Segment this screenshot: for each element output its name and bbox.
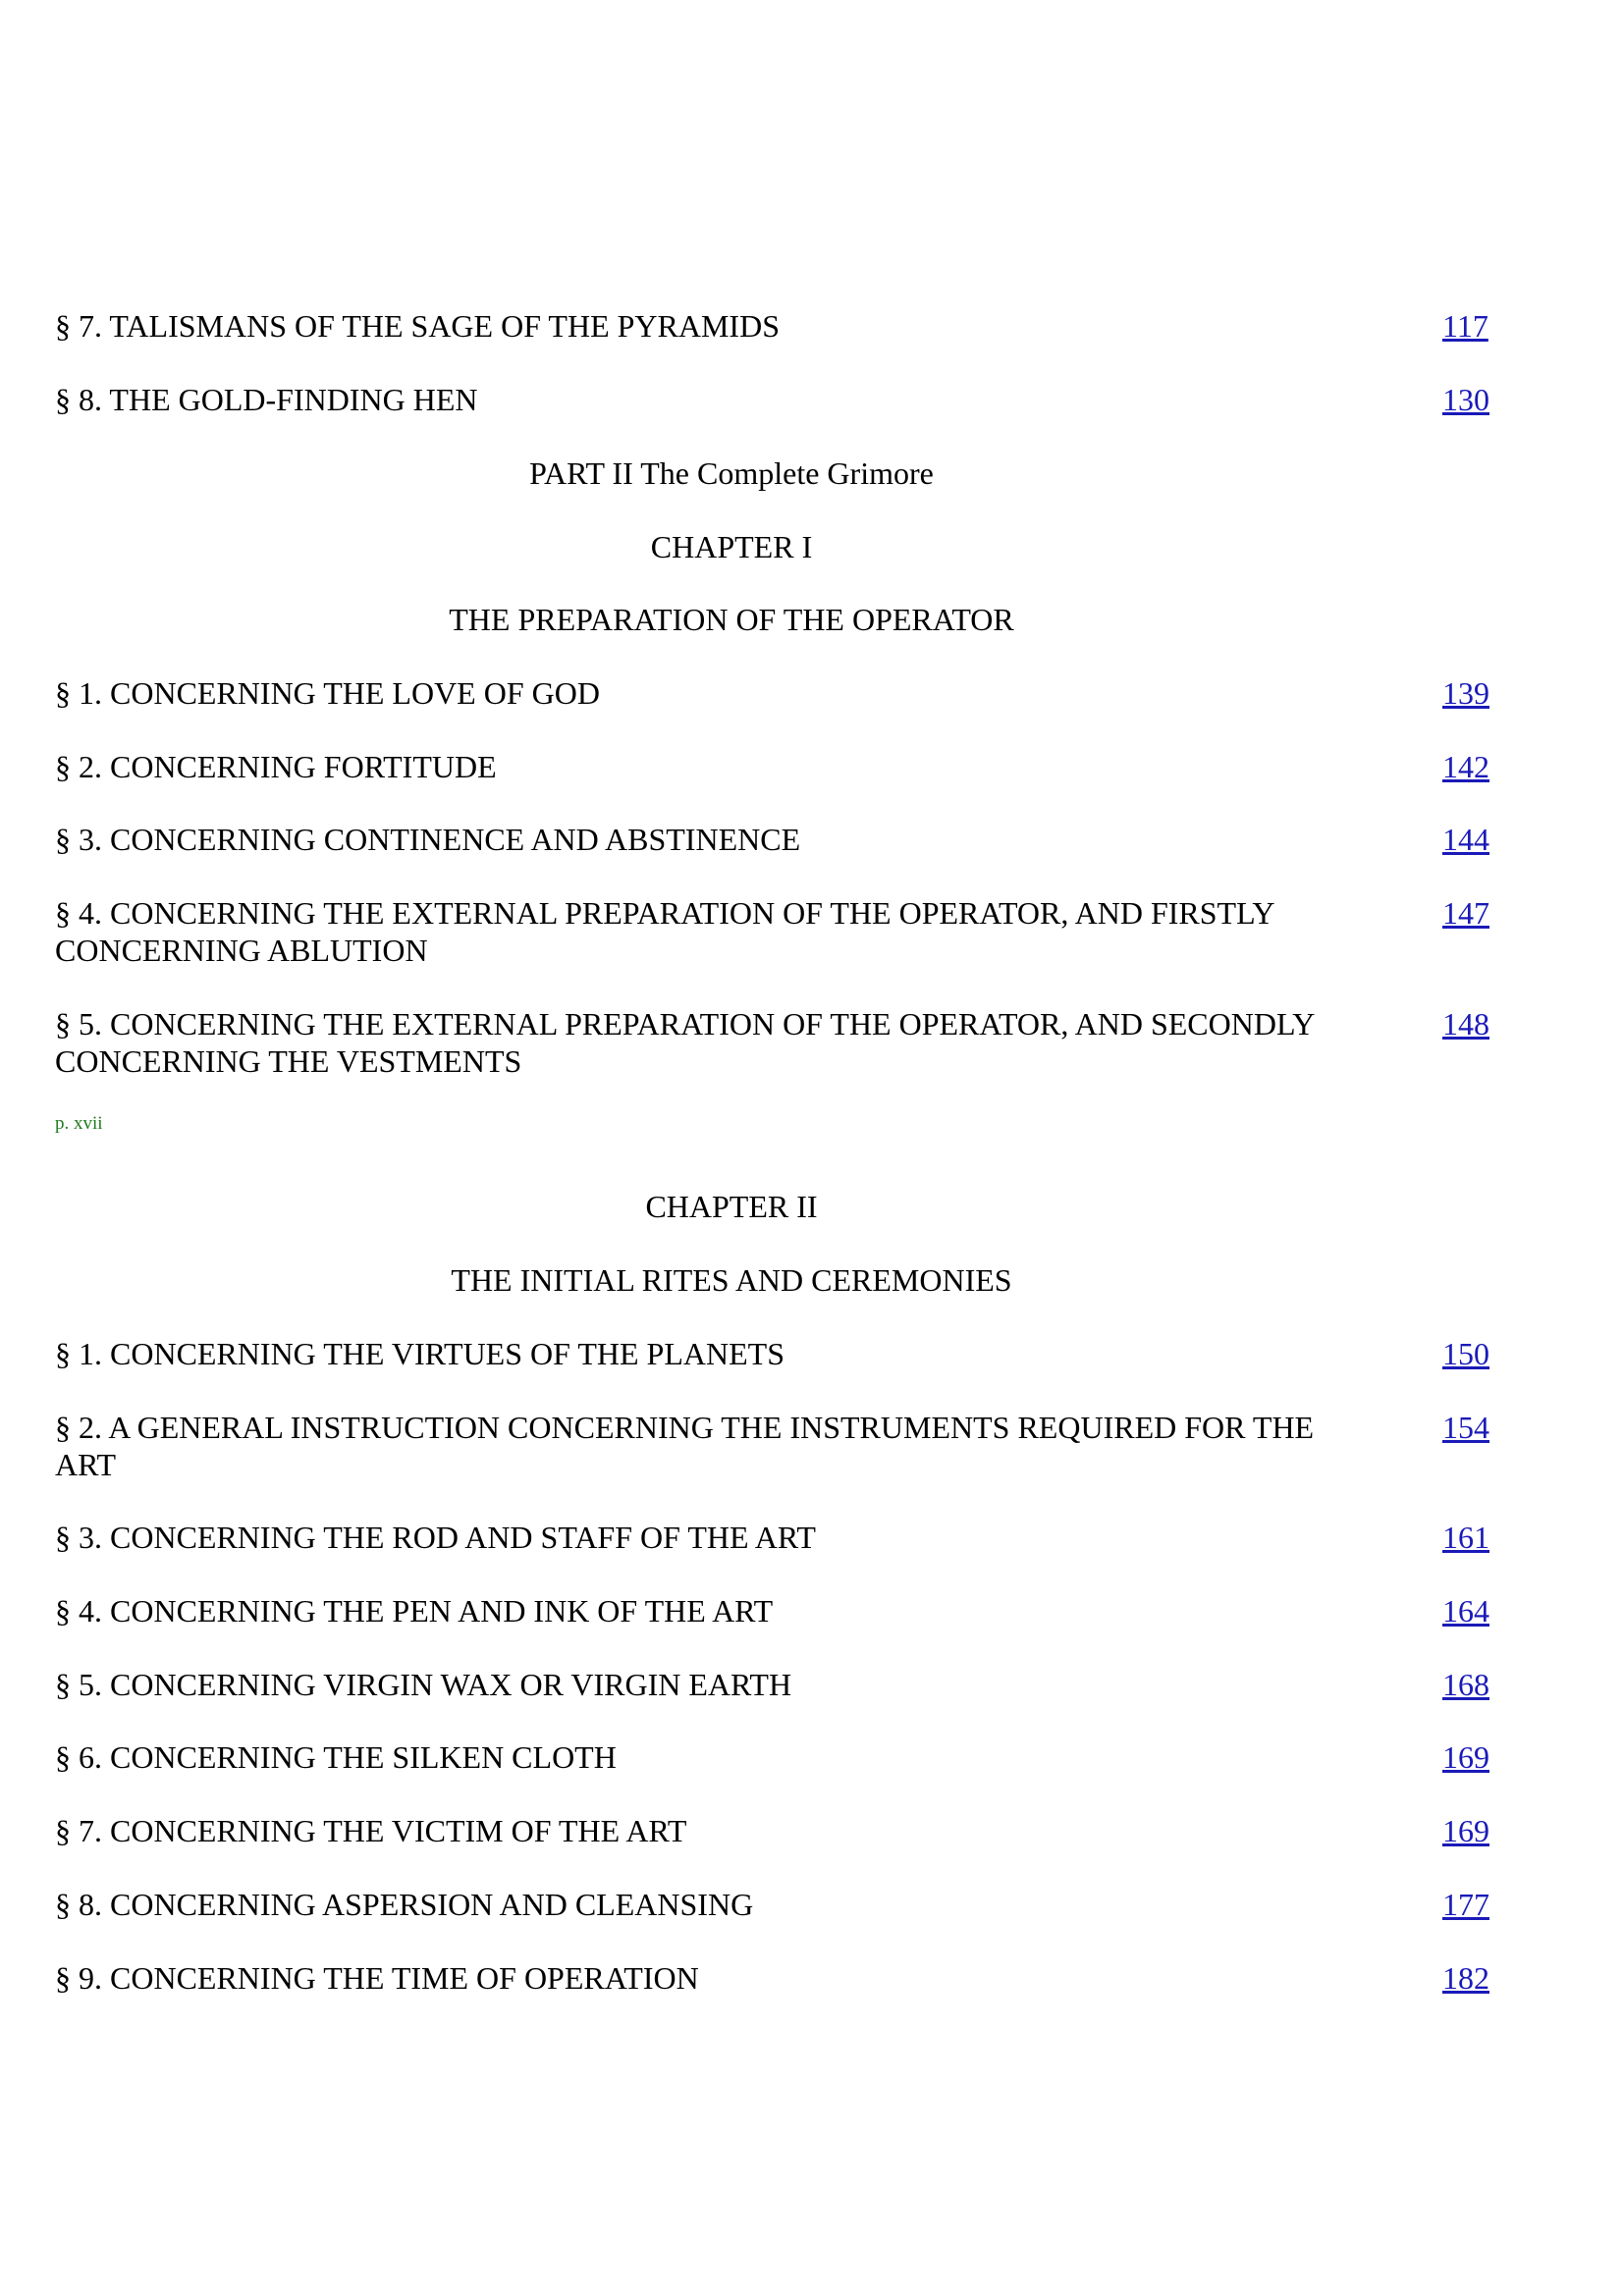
toc-entry-title: § 3. CONCERNING THE ROD AND STAFF OF THE ART — [55, 1520, 816, 1555]
toc-page-link[interactable]: 168 — [1442, 1667, 1489, 1702]
chapter-heading: CHAPTER I — [650, 529, 813, 564]
toc-page-link[interactable]: 177 — [1442, 1887, 1489, 1922]
toc-entry-title: § 7. CONCERNING THE VICTIM OF THE ART — [55, 1813, 687, 1848]
toc-entry-title: § 4. CONCERNING THE PEN AND INK OF THE ART — [55, 1593, 774, 1629]
toc-page-link[interactable]: 169 — [1442, 1739, 1489, 1775]
toc-page-link[interactable]: 144 — [1442, 822, 1489, 857]
toc-page-link[interactable]: 169 — [1442, 1813, 1489, 1848]
toc-entry-title: § 2. A GENERAL INSTRUCTION CONCERNING THE INSTRUMENTS REQUIRED FOR THE ART — [55, 1410, 1315, 1482]
toc-page-link[interactable]: 142 — [1442, 749, 1489, 784]
chapter-subtitle: THE INITIAL RITES AND CEREMONIES — [451, 1262, 1012, 1298]
toc-page-link[interactable]: 161 — [1442, 1520, 1489, 1555]
part-heading: PART II The Complete Grimore — [529, 455, 934, 491]
chapter-heading: CHAPTER II — [645, 1189, 818, 1224]
toc-page-link[interactable]: 148 — [1442, 1006, 1489, 1041]
toc-page-link[interactable]: 117 — [1442, 308, 1488, 344]
toc-entry-title: § 1. CONCERNING THE VIRTUES OF THE PLANETS — [55, 1336, 784, 1371]
toc-entry-title: § 3. CONCERNING CONTINENCE AND ABSTINENCE — [55, 822, 801, 857]
toc-page-link[interactable]: 154 — [1442, 1410, 1489, 1445]
toc-entry-title: § 8. CONCERNING ASPERSION AND CLEANSING — [55, 1887, 754, 1922]
toc-entry-title: § 6. CONCERNING THE SILKEN CLOTH — [55, 1739, 617, 1775]
toc-entry-title: § 5. CONCERNING THE EXTERNAL PREPARATION OF THE OPERATOR, AND SECONDLY CONCERNING THE VESTMENTS — [55, 1006, 1315, 1079]
toc-entry-title: § 7. TALISMANS OF THE SAGE OF THE PYRAMIDS — [55, 308, 780, 344]
toc-page-link[interactable]: 147 — [1442, 895, 1489, 931]
chapter-subtitle: THE PREPARATION OF THE OPERATOR — [449, 602, 1014, 637]
toc-page-link[interactable]: 150 — [1442, 1336, 1489, 1371]
toc-entry-title: § 2. CONCERNING FORTITUDE — [55, 749, 497, 784]
toc-entry-title: § 5. CONCERNING VIRGIN WAX OR VIRGIN EARTH — [55, 1667, 792, 1702]
toc-page-link[interactable]: 164 — [1442, 1593, 1489, 1629]
toc-entry-title: § 9. CONCERNING THE TIME OF OPERATION — [55, 1960, 699, 1996]
toc-entry-title: § 1. CONCERNING THE LOVE OF GOD — [55, 675, 600, 711]
toc-page-link[interactable]: 182 — [1442, 1960, 1489, 1996]
toc-entry-title: § 4. CONCERNING THE EXTERNAL PREPARATION OF THE OPERATOR, AND FIRSTLY CONCERNING ABLUTION — [55, 895, 1274, 968]
toc-entry-title: § 8. THE GOLD-FINDING HEN — [55, 382, 478, 417]
toc-page-link[interactable]: 130 — [1442, 382, 1489, 417]
page-number-marker: p. xvii — [55, 1113, 103, 1134]
toc-page-link[interactable]: 139 — [1442, 675, 1489, 711]
